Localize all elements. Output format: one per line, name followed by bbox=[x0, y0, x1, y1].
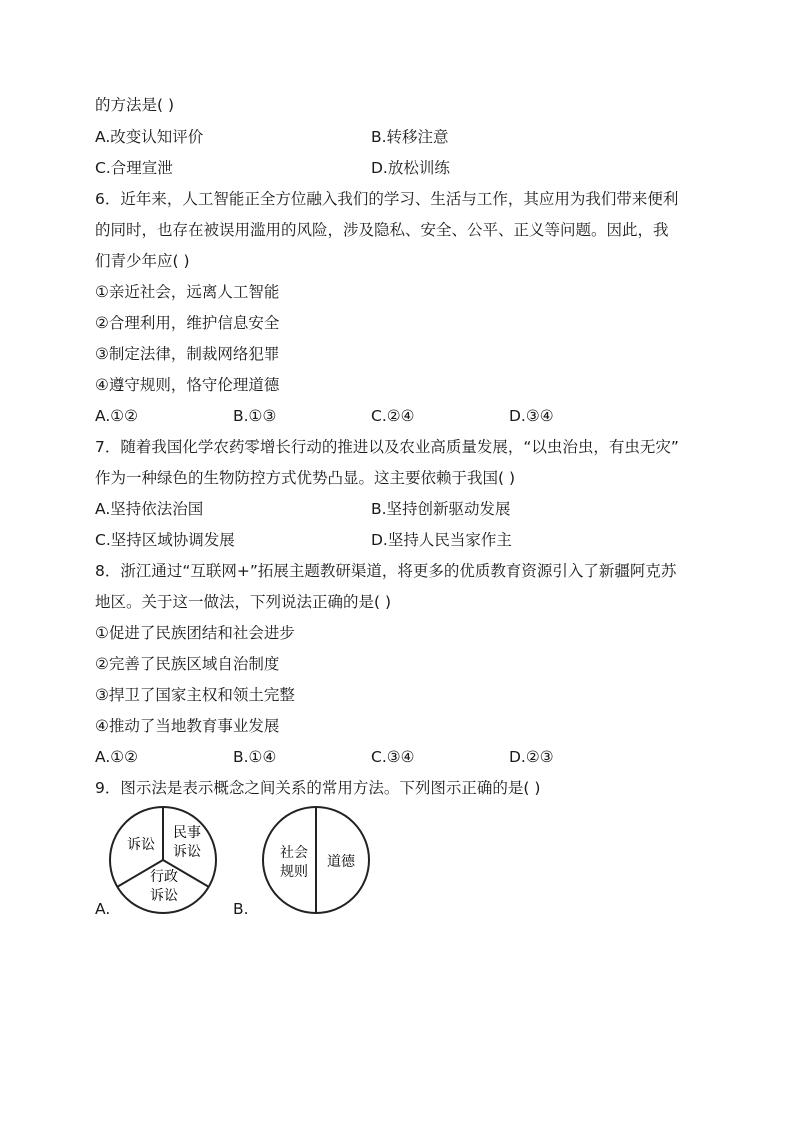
q9-option-a[interactable]: A. bbox=[95, 900, 111, 918]
figure-b-label-morality: 道德 bbox=[327, 854, 355, 870]
q9-figure-a-three-sector-circle bbox=[108, 805, 218, 915]
q8-option-d[interactable]: D.②③ bbox=[509, 748, 554, 766]
q5-stem-tail: 的方法是( ) bbox=[95, 96, 175, 114]
q9-figure-b-two-half-circle bbox=[260, 805, 372, 915]
q8-option-a[interactable]: A.①② bbox=[95, 748, 139, 766]
figure-a-label-civil-2: 诉讼 bbox=[173, 844, 201, 860]
figure-a-label-litigation: 诉讼 bbox=[127, 837, 155, 853]
q6-option-b[interactable]: B.①③ bbox=[233, 407, 277, 425]
q7-stem-line-2: 作为一种绿色的生物防控方式优势凸显。这主要依赖于我国( ) bbox=[95, 469, 516, 487]
q6-option-c[interactable]: C.②④ bbox=[371, 407, 415, 425]
q9-option-b[interactable]: B. bbox=[233, 900, 249, 918]
q6-stem-line-2: 的同时，也存在被误用滥用的风险，涉及隐私、安全、公平、正义等问题。因此，我 bbox=[95, 221, 669, 239]
q8-stem-line-2: 地区。关于这一做法，下列说法正确的是( ) bbox=[95, 593, 392, 611]
q5-option-d[interactable]: D.放松训练 bbox=[371, 159, 450, 177]
q6-stem-line-1: 6．近年来，人工智能正全方位融入我们的学习、生活与工作，其应用为我们带来便利 bbox=[95, 190, 679, 208]
q6-item-3: ③制定法律，制裁网络犯罪 bbox=[95, 345, 280, 363]
q5-option-a[interactable]: A.改变认知评价 bbox=[95, 128, 204, 146]
q5-option-b[interactable]: B.转移注意 bbox=[371, 128, 449, 146]
figure-b-label-social-2: 规则 bbox=[280, 864, 308, 880]
q8-item-3: ③捍卫了国家主权和领土完整 bbox=[95, 686, 295, 704]
q8-item-2: ②完善了民族区域自治制度 bbox=[95, 655, 280, 673]
q8-item-1: ①促进了民族团结和社会进步 bbox=[95, 624, 295, 642]
q8-item-4: ④推动了当地教育事业发展 bbox=[95, 717, 280, 735]
q7-option-d[interactable]: D.坚持人民当家作主 bbox=[371, 531, 512, 549]
figure-b-label-social-1: 社会 bbox=[280, 845, 308, 861]
figure-a-label-admin-2: 诉讼 bbox=[150, 888, 178, 904]
q6-option-d[interactable]: D.③④ bbox=[509, 407, 554, 425]
q6-item-2: ②合理利用，维护信息安全 bbox=[95, 314, 280, 332]
q9-stem: 9．图示法是表示概念之间关系的常用方法。下列图示正确的是( ) bbox=[95, 779, 541, 797]
q8-stem-line-1: 8．浙江通过“互联网+”拓展主题教研渠道，将更多的优质教育资源引入了新疆阿克苏 bbox=[95, 562, 677, 580]
q7-option-b[interactable]: B.坚持创新驱动发展 bbox=[371, 500, 511, 518]
q7-stem-line-1: 7．随着我国化学农药零增长行动的推进以及农业高质量发展，“以虫治虫，有虫无灾” bbox=[95, 438, 679, 456]
q5-option-c[interactable]: C.合理宣泄 bbox=[95, 159, 173, 177]
figure-a-label-civil-1: 民事 bbox=[173, 825, 201, 841]
q7-option-c[interactable]: C.坚持区域协调发展 bbox=[95, 531, 235, 549]
q6-stem-line-3: 们青少年应( ) bbox=[95, 252, 190, 270]
q6-item-1: ①亲近社会，远离人工智能 bbox=[95, 283, 280, 301]
q6-option-a[interactable]: A.①② bbox=[95, 407, 139, 425]
q7-option-a[interactable]: A.坚持依法治国 bbox=[95, 500, 204, 518]
figure-a-label-admin-1: 行政 bbox=[150, 869, 178, 885]
q8-option-c[interactable]: C.③④ bbox=[371, 748, 415, 766]
q8-option-b[interactable]: B.①④ bbox=[233, 748, 277, 766]
q6-item-4: ④遵守规则，恪守伦理道德 bbox=[95, 376, 280, 394]
